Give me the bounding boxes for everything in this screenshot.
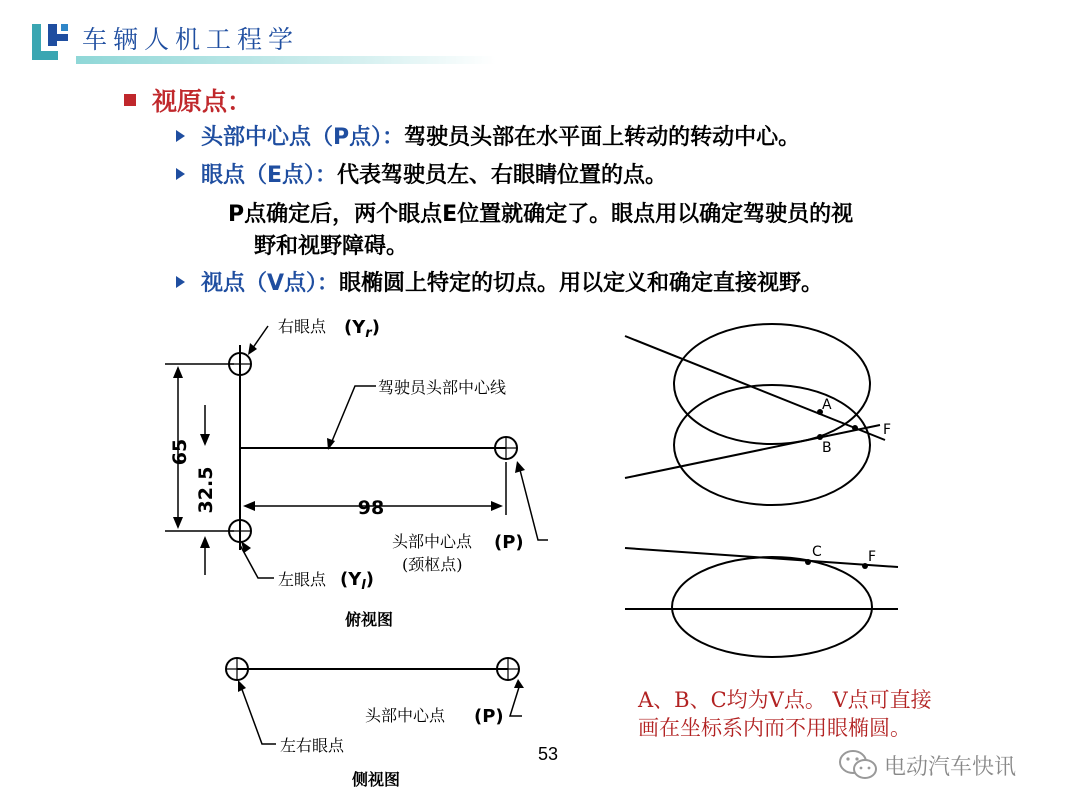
lower-eye-ellipse-2 [672,557,872,657]
point-f1-label: F [883,422,892,438]
item-term: 头部中心点（P点）： [201,125,405,150]
point-a-label: A [822,397,832,413]
watermark [838,748,1016,782]
item-term: 眼点（E点）： [201,163,338,188]
right-eye-symbol: $(Y_r)$ [344,317,380,341]
side-view-caption: 侧视图 [352,770,401,789]
note-line-1: P点确定后，两个眼点E位置就确定了。眼点用以确定驾驶员的视 [228,202,854,227]
head-center-label: 头部中心点 [392,532,473,551]
left-eye-symbol: $(Y_l)$ [340,569,374,593]
watermark-text: 电动汽车快讯 [884,754,1017,780]
head-center-symbol: (P) [494,532,524,553]
page-title: 车辆人机工程学 [82,25,300,54]
side-head-center-label: 头部中心点 [365,706,446,725]
point-c-label: C [812,544,822,560]
neck-pivot-label: (颈枢点) [402,555,463,574]
v-point-note-line-2: 画在坐标系内而不用眼椭圆。 [638,716,911,740]
right-eye-label: 右眼点 [278,317,327,336]
item-desc: 眼椭圆上特定的切点。用以定义和确定直接视野。 [339,271,824,296]
item-desc: 代表驾驶员左、右眼睛位置的点。 [337,163,668,188]
note-line-2: 野和视野障碍。 [254,234,409,259]
page-number: 53 [538,744,559,764]
tangent-line-a [625,336,885,440]
side-eyes-label: 左右眼点 [280,736,345,755]
side-head-center-symbol: (P) [474,706,504,727]
dim-98-label: 98 [357,497,385,519]
dim-32-5-label: 32.5 [195,466,217,514]
centerline-label: 驾驶员头部中心线 [378,378,507,397]
tangent-line-c [625,548,898,567]
left-eye-label: 左眼点 [278,570,327,589]
point-b-label: B [822,440,832,456]
point-f2-label: F [868,549,877,565]
top-view-caption: 俯视图 [345,610,394,629]
v-point-note-line-1: A、B、C均为V点。 V点可直接 [638,688,932,712]
wechat-icon [838,748,878,782]
dim-65-label: 65 [169,438,191,466]
section-heading-text: 视原点： [152,87,253,116]
tangent-line-b [625,425,880,478]
item-desc: 驾驶员头部在水平面上转动的转动中心。 [404,125,801,150]
item-term: 视点（V点）： [201,271,340,296]
